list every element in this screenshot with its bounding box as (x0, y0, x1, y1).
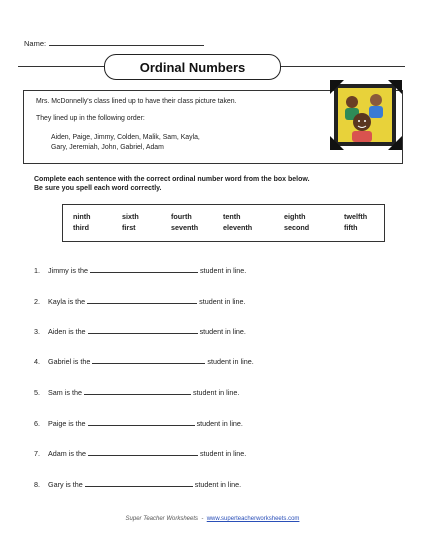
footer (0, 516, 425, 522)
word-bank-item: sixth (122, 212, 139, 221)
word-bank-item: ninth (73, 212, 91, 221)
footer-site-link[interactable]: www.superteacherworksheets.com (206, 516, 300, 522)
word-bank-item: seventh (171, 223, 199, 232)
footer-separator: - (201, 516, 204, 522)
name-field (24, 38, 204, 48)
question-row: 4. Gabriel is the student in line. (34, 357, 254, 366)
footer-brand: Super Teacher Worksheets (125, 516, 199, 522)
answer-blank[interactable] (92, 357, 205, 364)
name-blank[interactable] (49, 38, 204, 46)
order-line: Gary, Jeremiah, John, Gabriel, Adam (51, 144, 164, 151)
question-row: 2. Kayla is the student in line. (34, 297, 246, 306)
instructions: Complete each sentence with the correct ordinal number word from the box below. Be sure you spell each word correctly. (34, 176, 310, 192)
answer-blank[interactable] (88, 419, 195, 426)
answer-blank[interactable] (84, 388, 191, 395)
word-bank-item: first (122, 223, 136, 232)
word-bank-item: eighth (284, 212, 306, 221)
intro-line: Mrs. McDonnelly's class lined up to have their class picture taken. (36, 98, 237, 105)
answer-blank[interactable] (88, 327, 198, 334)
word-bank-item: fifth (344, 223, 358, 232)
order-line: Aiden, Paige, Jimmy, Colden, Malik, Sam, Kayla, (51, 134, 200, 141)
question-row: 6. Paige is the student in line. (34, 419, 243, 428)
intro-line: They lined up in the following order: (36, 115, 145, 122)
name-label: Name: (24, 39, 47, 48)
class-photo-image (328, 78, 404, 158)
page-title: Ordinal Numbers (104, 54, 281, 80)
word-bank-item: twelfth (344, 212, 368, 221)
word-bank-item: third (73, 223, 89, 232)
question-row: 1. Jimmy is the student in line. (34, 266, 247, 275)
question-row: 3. Aiden is the student in line. (34, 327, 246, 336)
answer-blank[interactable] (85, 480, 193, 487)
word-bank (62, 204, 385, 242)
question-row: 5. Sam is the student in line. (34, 388, 240, 397)
word-bank-item: eleventh (223, 223, 253, 232)
question-row: 7. Adam is the student in line. (34, 449, 247, 458)
answer-blank[interactable] (87, 297, 197, 304)
question-row: 8. Gary is the student in line. (34, 480, 242, 489)
answer-blank[interactable] (90, 266, 198, 273)
answer-blank[interactable] (88, 449, 198, 456)
word-bank-item: fourth (171, 212, 192, 221)
word-bank-item: tenth (223, 212, 241, 221)
word-bank-item: second (284, 223, 310, 232)
